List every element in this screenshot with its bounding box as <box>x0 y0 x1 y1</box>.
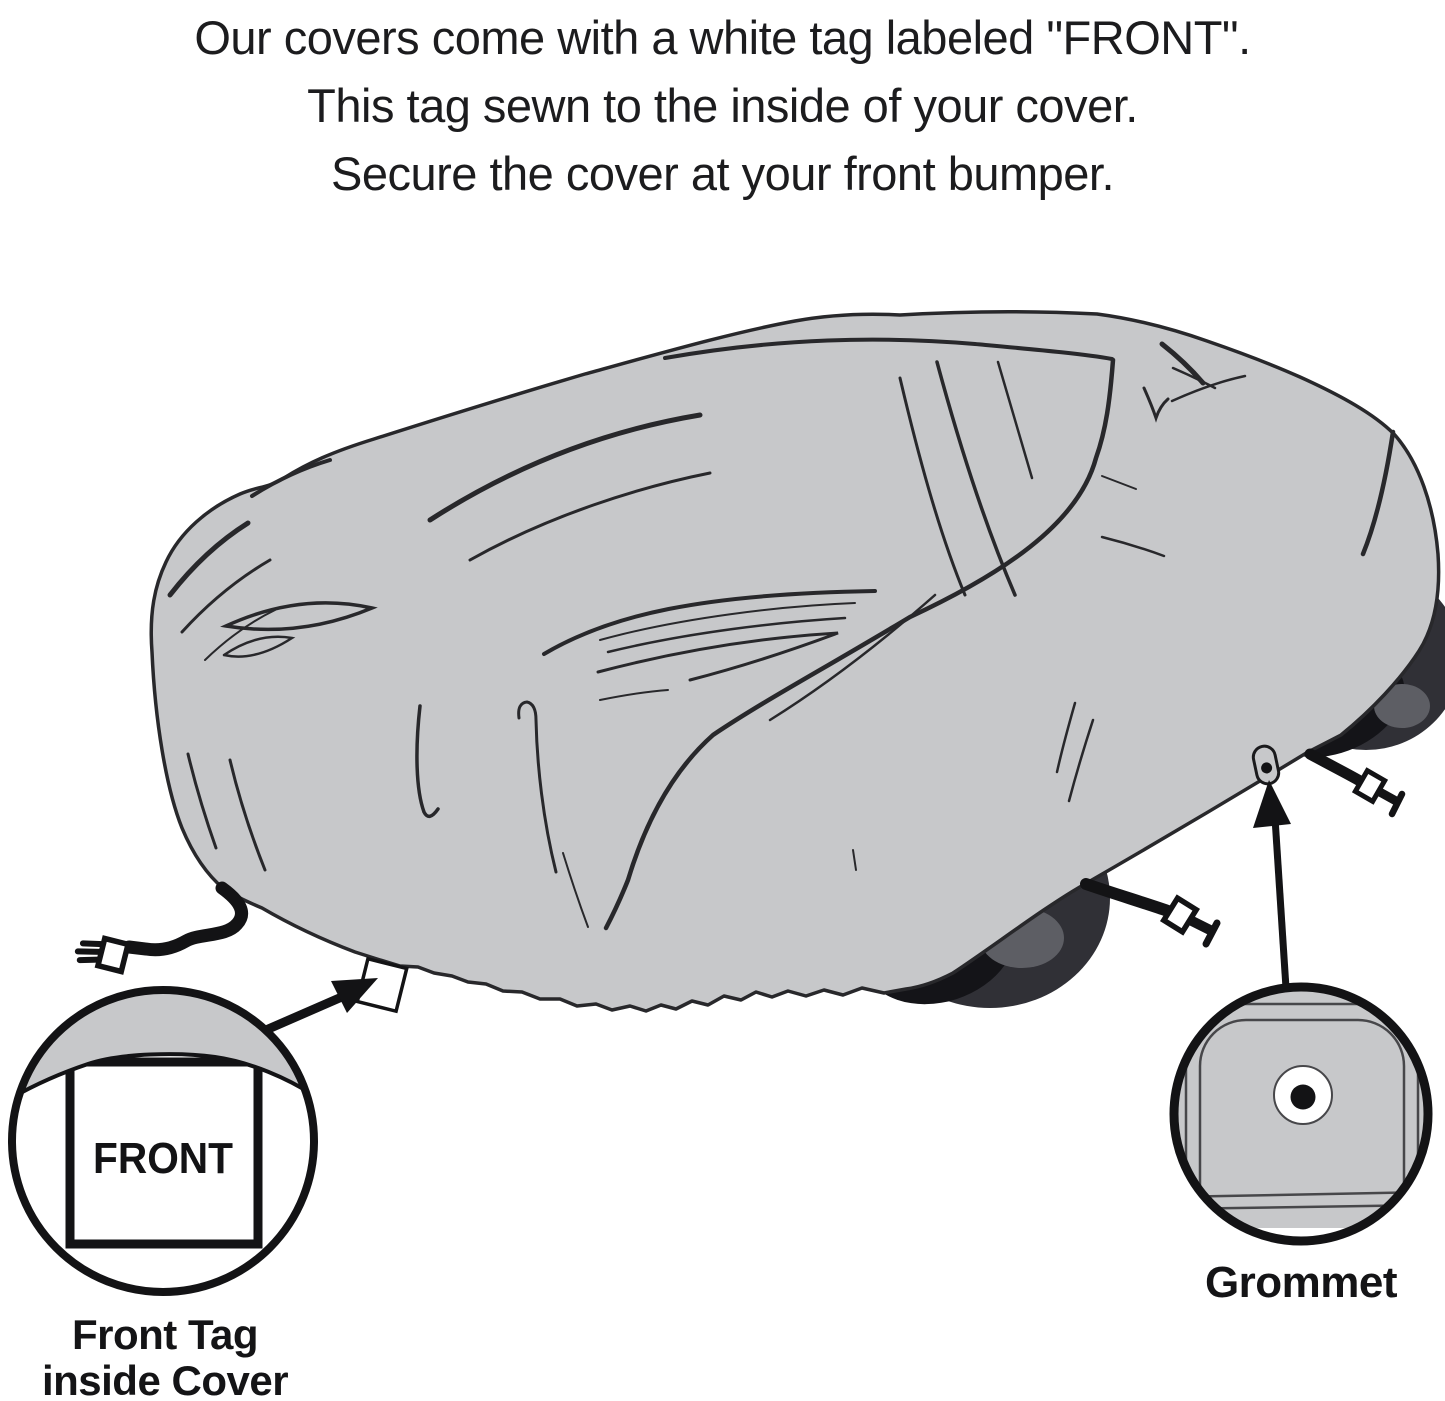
car-cover-body <box>151 312 1438 1011</box>
grommet-callout <box>1170 780 1432 1246</box>
grommet-dot <box>1291 1085 1316 1110</box>
front-tag-label-line1: Front Tag <box>71 1311 259 1358</box>
front-tag-label-line2: inside Cover <box>41 1357 289 1401</box>
front-strap <box>76 888 242 971</box>
front-tag-text: FRONT <box>93 1134 234 1183</box>
middle-strap-buckle <box>1164 898 1196 932</box>
front-strap-buckle <box>76 933 128 972</box>
rear-strap <box>1310 754 1402 814</box>
header-line-3: Secure the cover at your front bumper. <box>330 147 1115 200</box>
grommet-arrow <box>1253 780 1291 988</box>
header-line-1: Our covers come with a white tag labeled "FRONT". <box>194 11 1251 64</box>
grommet-label: Grommet <box>1204 1258 1398 1307</box>
front-tag-callout <box>8 944 378 1292</box>
front-tag-label <box>0 1312 330 1401</box>
header-line-2: This tag sewn to the inside of your cover. <box>307 79 1138 132</box>
